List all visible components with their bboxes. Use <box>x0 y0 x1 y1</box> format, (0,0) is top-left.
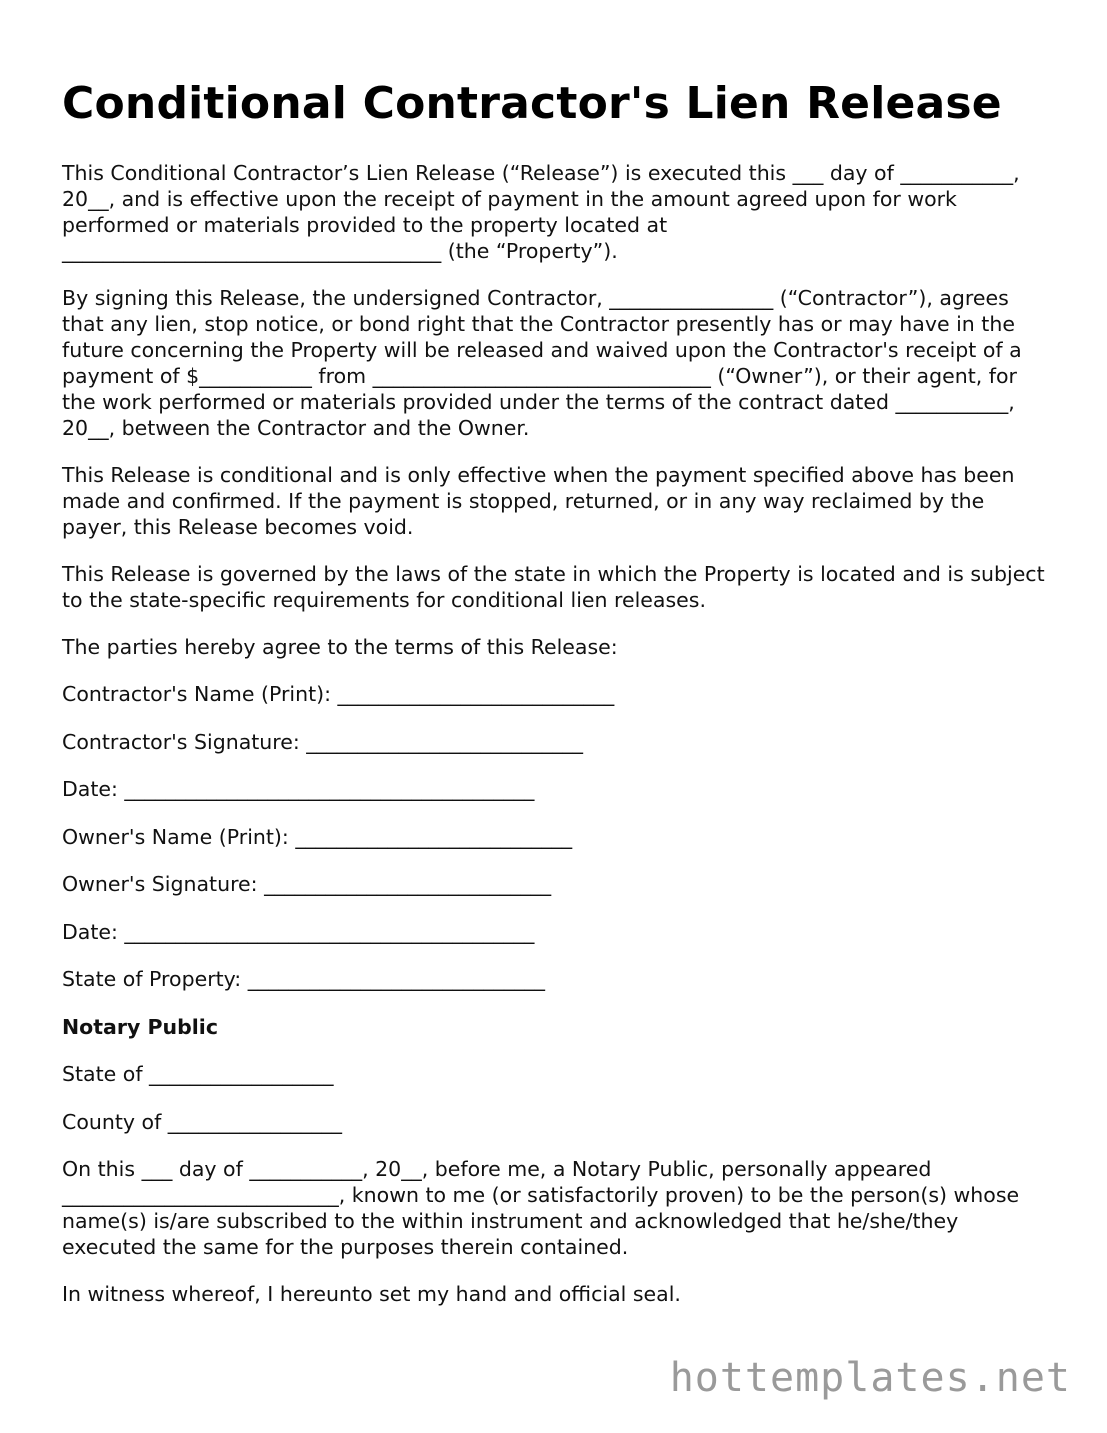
waiver-paragraph: By signing this Release, the undersigned Contractor, ________________ (“Contractor”), agrees that any lien, stop notice, or bond right that the Contractor presently has or may have in the future concerning the Property will be released and waived upon the Contractor's receipt of a payment of $___________ from _________________________________ (“Owner”), or their agent, for the work performed or materials provided under the terms of the contract dated ___________, 20__, between the Contractor and the Owner. <box>62 286 1029 440</box>
conditional-paragraph: This Release is conditional and is only effective when the payment specified above has been made and confirmed. If the payment is stopped, returned, or in any way reclaimed by the payer, this Release becomes void. <box>62 463 1022 539</box>
notary-acknowledgment: On this ___ day of ___________, 20__, before me, a Notary Public, personally appeared ___________________________, known to me (or satisfactorily proven) to be the person(s) whose name(s) is/are subscribed to the within instrument and acknowledged that he/she/they executed the same for the purposes therein contained. <box>62 1157 1026 1259</box>
notary-county-field[interactable]: County of _________________ <box>62 1109 343 1134</box>
owner-date-field[interactable]: Date: ________________________________________ <box>62 919 535 944</box>
contractor-date-field[interactable]: Date: ________________________________________ <box>62 777 535 801</box>
contractor-signature-field[interactable]: Contractor's Signature: ___________________________ <box>62 729 584 754</box>
watermark: hottemplates.net <box>669 1355 1071 1401</box>
notary-heading: Notary Public <box>62 1014 218 1039</box>
intro-paragraph: This Conditional Contractor’s Lien Release (“Release”) is executed this ___ day of ___________, 20__, and is effective upon the receipt of payment in the amount agreed upon for work performed or materials provided to the property located at _____________________________________ (the “Property”). <box>62 161 1027 263</box>
notary-witness: In witness whereof, I hereunto set my hand and official seal. <box>62 1282 681 1306</box>
contractor-name-field[interactable]: Contractor's Name (Print): ___________________________ <box>62 682 615 706</box>
state-of-property-field[interactable]: State of Property: _____________________________ <box>62 967 545 991</box>
notary-state-field[interactable]: State of __________________ <box>62 1062 334 1086</box>
owner-name-field[interactable]: Owner's Name (Print): ___________________________ <box>62 824 573 849</box>
agreement-paragraph: The parties hereby agree to the terms of this Release: <box>62 635 618 659</box>
owner-signature-field[interactable]: Owner's Signature: ____________________________ <box>62 872 552 896</box>
document-page <box>62 78 1052 1328</box>
document-title: Conditional Contractor's Lien Release <box>62 78 1002 129</box>
governing-law-paragraph: This Release is governed by the laws of the state in which the Property is located and is subject to the state-specific requirements for conditional lien releases. <box>62 562 1052 612</box>
